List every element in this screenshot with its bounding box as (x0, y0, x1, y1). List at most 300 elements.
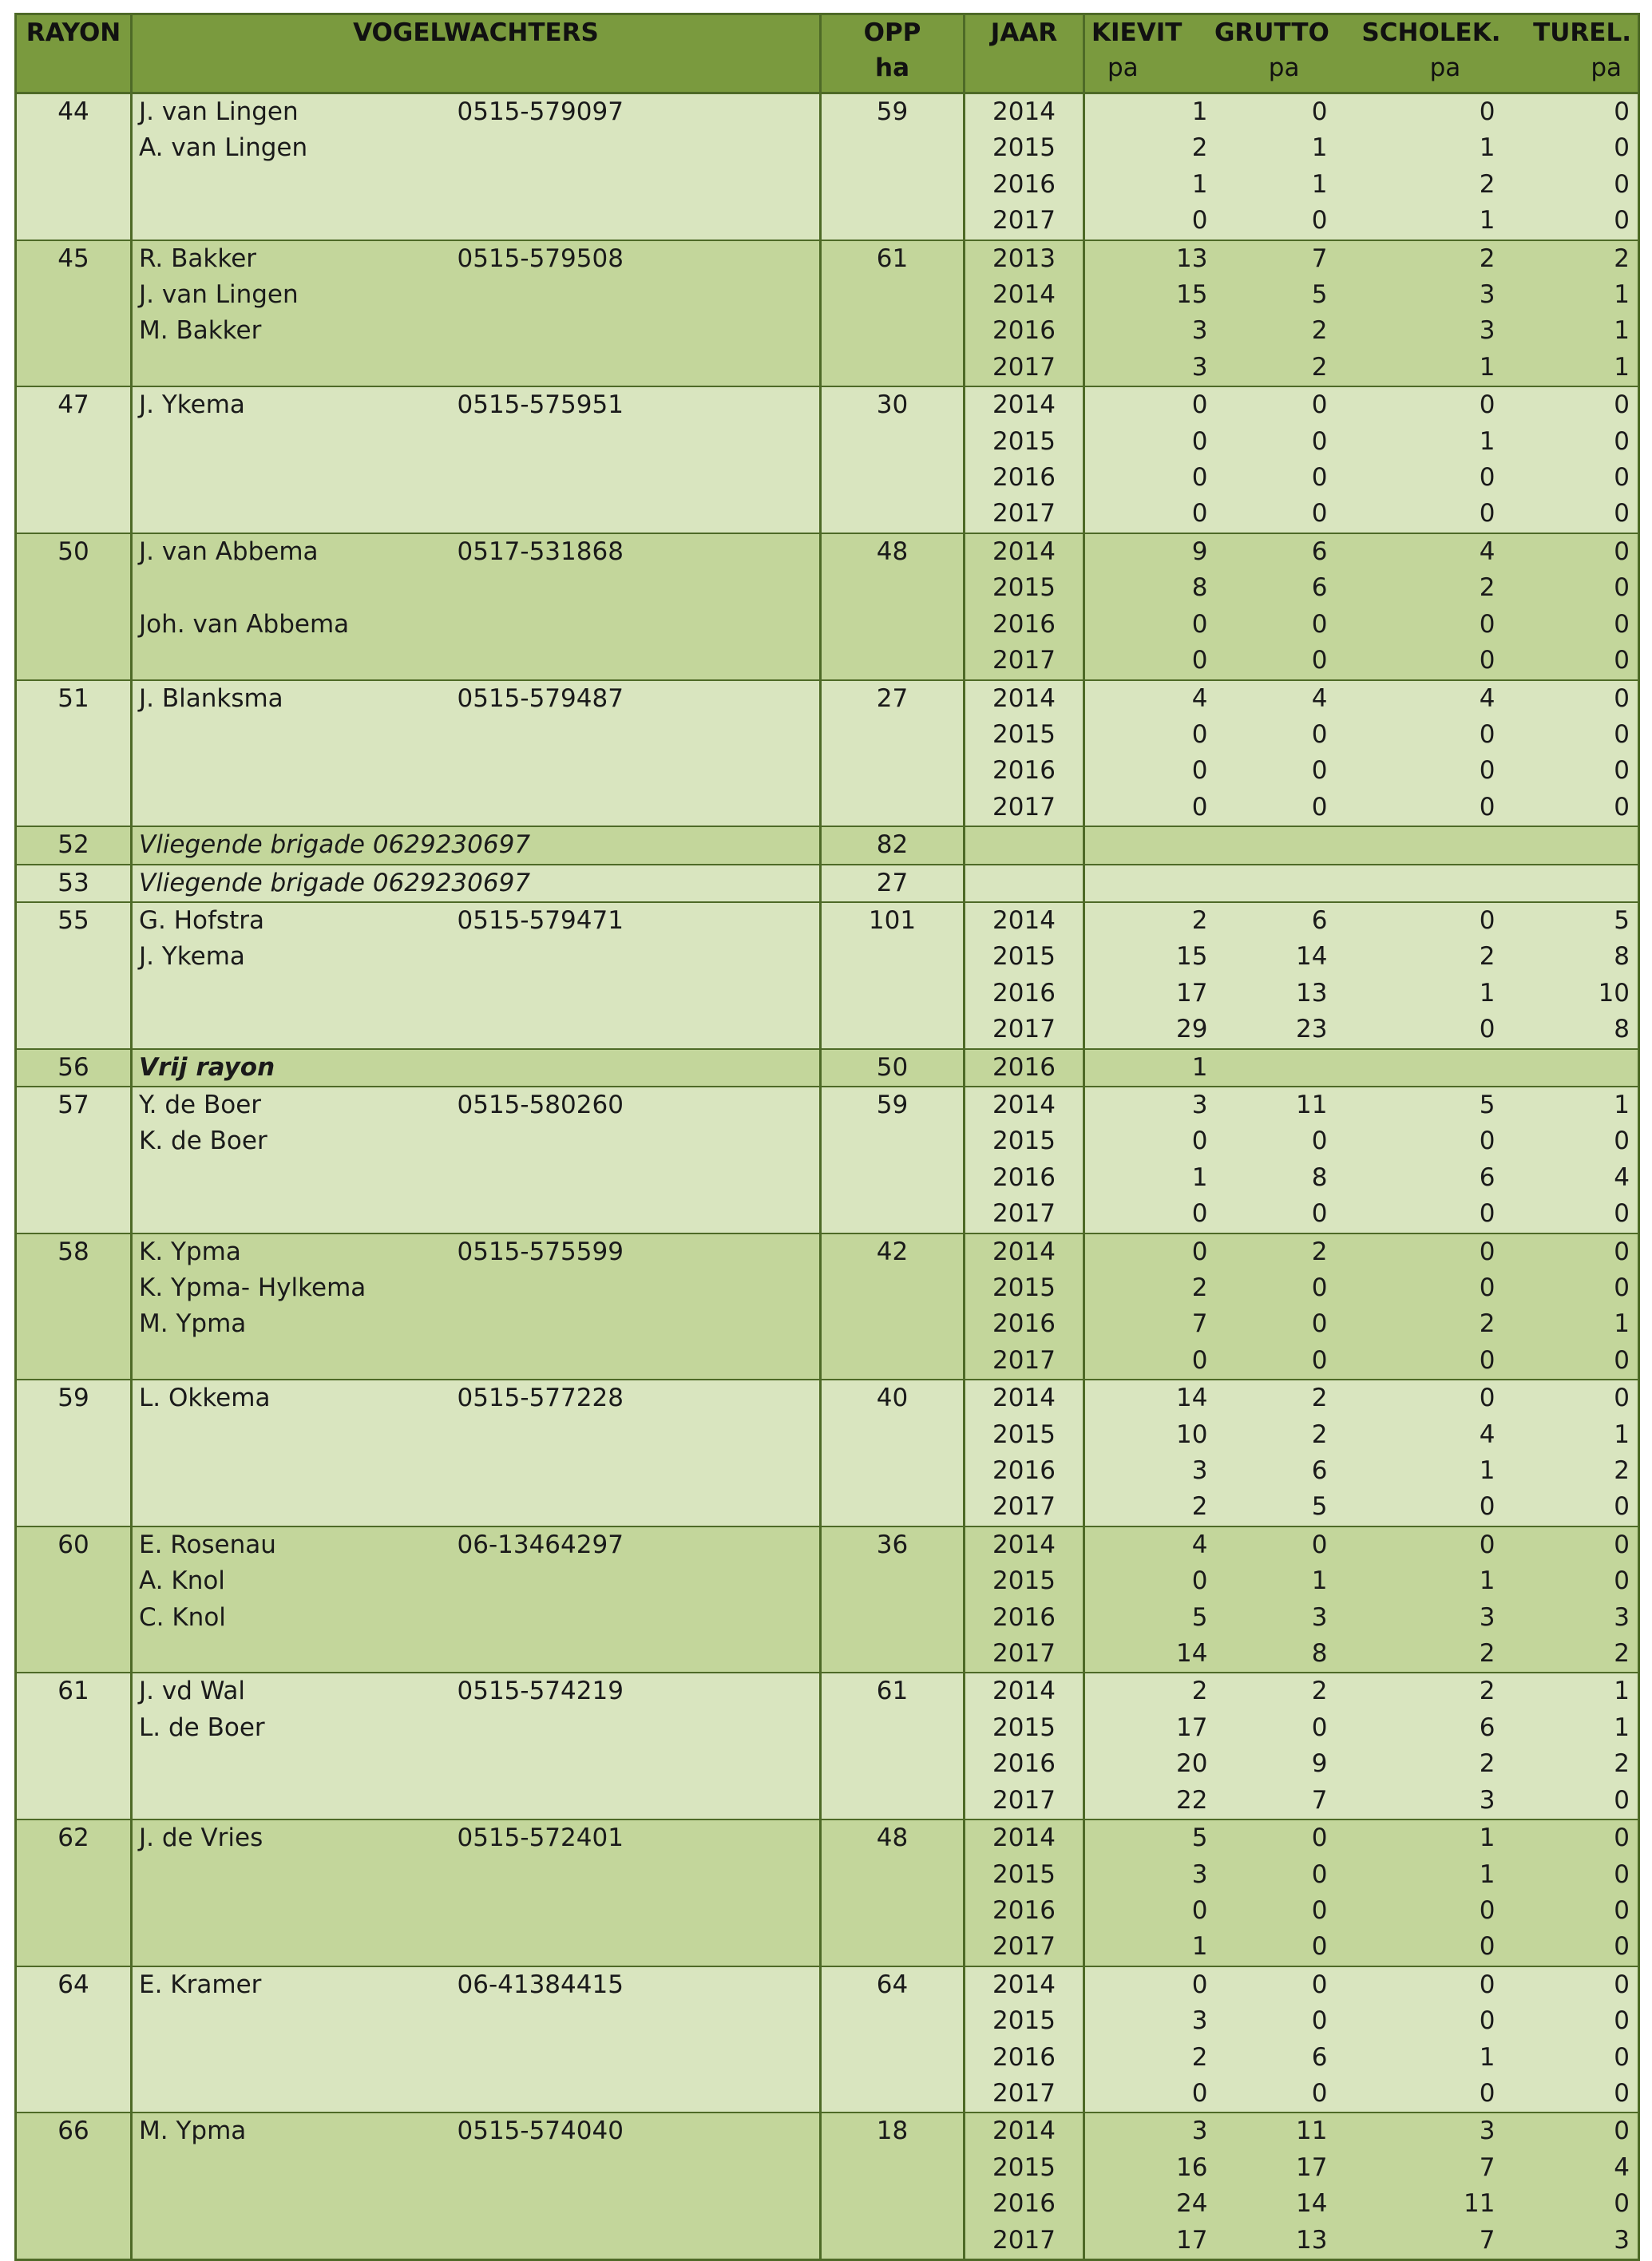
grutto-count-cell: 8 (1216, 1160, 1336, 1196)
scholek-count-cell: 11 (1336, 2186, 1503, 2222)
observer-name-cell: M. Bakker (132, 313, 451, 349)
observer-name-cell: L. de Boer (132, 1710, 451, 1746)
phone-cell (451, 1123, 821, 1159)
turel-count-cell: 0 (1503, 1489, 1639, 1526)
bird-count-table (14, 13, 1640, 2261)
table-row (16, 1380, 1639, 1416)
year-cell: 2017 (965, 1343, 1084, 1380)
kievit-count-cell: 14 (1084, 1636, 1216, 1673)
rayon-cell (16, 1012, 132, 1048)
area-cell (821, 313, 965, 349)
turel-count-cell: 2 (1503, 240, 1639, 277)
kievit-count-cell: 10 (1084, 1417, 1216, 1453)
turel-count-cell: 0 (1503, 570, 1639, 606)
scholek-count-cell: 0 (1336, 1196, 1503, 1233)
kievit-count-cell: 17 (1084, 976, 1216, 1012)
rayon-cell: 57 (16, 1087, 132, 1123)
turel-count-cell (1503, 826, 1639, 864)
observer-name-cell: M. Ypma (132, 2113, 451, 2149)
turel-count-cell: 0 (1503, 533, 1639, 570)
scholek-count-cell: 0 (1336, 93, 1503, 131)
year-cell: 2016 (965, 167, 1084, 203)
observer-name-cell: Vliegende brigade 0629230697 (132, 865, 821, 902)
area-cell: 59 (821, 1087, 965, 1123)
kievit-count-cell: 3 (1084, 313, 1216, 349)
phone-cell (451, 570, 821, 606)
year-cell: 2016 (965, 1453, 1084, 1489)
header-unit-turel: pa (1591, 53, 1622, 82)
scholek-count-cell: 5 (1336, 1087, 1503, 1123)
turel-count-cell: 0 (1503, 717, 1639, 753)
area-cell: 61 (821, 1673, 965, 1709)
area-cell (821, 2223, 965, 2260)
observer-name-cell (132, 2186, 451, 2222)
rayon-cell (16, 167, 132, 203)
rayon-cell (16, 570, 132, 606)
phone-cell (451, 313, 821, 349)
table-row (16, 2076, 1639, 2113)
kievit-count-cell: 0 (1084, 607, 1216, 643)
year-cell: 2015 (965, 1563, 1084, 1599)
kievit-count-cell: 1 (1084, 1929, 1216, 1966)
scholek-count-cell: 0 (1336, 496, 1503, 533)
rayon-cell (16, 1893, 132, 1929)
kievit-count-cell: 1 (1084, 1049, 1216, 1087)
observer-name-cell (132, 1196, 451, 1233)
turel-count-cell: 0 (1503, 2040, 1639, 2076)
rayon-cell: 47 (16, 386, 132, 423)
turel-count-cell: 3 (1503, 2223, 1639, 2260)
header-scholek: SCHOLEK. (1361, 18, 1501, 47)
rayon-cell (16, 717, 132, 753)
table-row (16, 1123, 1639, 1159)
table-row (16, 1746, 1639, 1782)
year-cell: 2016 (965, 753, 1084, 789)
grutto-count-cell: 0 (1216, 1929, 1336, 1966)
turel-count-cell: 0 (1503, 496, 1639, 533)
area-cell (821, 460, 965, 496)
turel-count-cell: 4 (1503, 1160, 1639, 1196)
year-cell: 2014 (965, 1380, 1084, 1416)
table-row (16, 386, 1639, 423)
kievit-count-cell: 29 (1084, 1012, 1216, 1048)
table-row (16, 570, 1639, 606)
kievit-count-cell: 2 (1084, 1673, 1216, 1709)
rayon-group-64 (16, 1966, 1639, 2113)
table-row (16, 1929, 1639, 1966)
year-cell: 2016 (965, 2186, 1084, 2222)
rayon-cell (16, 1270, 132, 1306)
area-cell (821, 1270, 965, 1306)
kievit-count-cell: 0 (1084, 643, 1216, 679)
year-cell: 2017 (965, 1489, 1084, 1526)
scholek-count-cell: 1 (1336, 2040, 1503, 2076)
grutto-count-cell: 0 (1216, 790, 1336, 826)
year-cell: 2014 (965, 93, 1084, 131)
observer-name-cell: Joh. van Abbema (132, 607, 451, 643)
observer-name-cell: K. Ypma- Hylkema (132, 1270, 451, 1306)
year-cell: 2016 (965, 1893, 1084, 1929)
year-cell: 2014 (965, 1673, 1084, 1709)
phone-cell: 0515-574219 (451, 1673, 821, 1709)
rayon-cell (16, 976, 132, 1012)
scholek-count-cell: 0 (1336, 1123, 1503, 1159)
area-cell (821, 2186, 965, 2222)
observer-name-cell (132, 790, 451, 826)
grutto-count-cell: 0 (1216, 93, 1336, 131)
turel-count-cell: 0 (1503, 203, 1639, 240)
turel-count-cell: 0 (1503, 1966, 1639, 2003)
grutto-count-cell: 13 (1216, 976, 1336, 1012)
observer-name-cell (132, 1453, 451, 1489)
kievit-count-cell: 1 (1084, 167, 1216, 203)
kievit-count-cell: 16 (1084, 2150, 1216, 2186)
phone-cell (451, 130, 821, 166)
year-cell: 2017 (965, 790, 1084, 826)
rayon-cell: 44 (16, 93, 132, 131)
area-cell (821, 1196, 965, 1233)
turel-count-cell: 0 (1503, 1929, 1639, 1966)
table-row (16, 1233, 1639, 1270)
table-row (16, 939, 1639, 975)
area-cell (821, 1636, 965, 1673)
grutto-count-cell: 0 (1216, 643, 1336, 679)
phone-cell (451, 496, 821, 533)
grutto-count-cell: 8 (1216, 1636, 1336, 1673)
kievit-count-cell (1084, 865, 1216, 902)
phone-cell (451, 753, 821, 789)
phone-cell (451, 167, 821, 203)
phone-cell (451, 1196, 821, 1233)
area-cell: 48 (821, 533, 965, 570)
year-cell: 2013 (965, 240, 1084, 277)
area-cell (821, 1343, 965, 1380)
bird-count-table-wrapper (14, 13, 1638, 2261)
year-cell: 2017 (965, 496, 1084, 533)
observer-name-cell: K. Ypma (132, 1233, 451, 1270)
observer-name-cell: C. Knol (132, 1600, 451, 1636)
phone-cell (451, 1710, 821, 1746)
grutto-count-cell: 11 (1216, 1087, 1336, 1123)
rayon-cell (16, 2223, 132, 2260)
area-cell (821, 1783, 965, 1819)
rayon-group-50 (16, 533, 1639, 680)
table-row (16, 826, 1639, 864)
grutto-count-cell: 1 (1216, 167, 1336, 203)
scholek-count-cell: 0 (1336, 607, 1503, 643)
area-cell (821, 424, 965, 460)
table-row (16, 2113, 1639, 2149)
table-row (16, 1710, 1639, 1746)
phone-cell (451, 460, 821, 496)
kievit-count-cell: 0 (1084, 496, 1216, 533)
phone-cell (451, 1600, 821, 1636)
table-row (16, 1636, 1639, 1673)
grutto-count-cell: 0 (1216, 1893, 1336, 1929)
scholek-count-cell: 0 (1336, 1966, 1503, 2003)
turel-count-cell: 1 (1503, 1306, 1639, 1342)
kievit-count-cell: 3 (1084, 350, 1216, 386)
observer-name-cell: A. Knol (132, 1563, 451, 1599)
grutto-count-cell: 0 (1216, 460, 1336, 496)
rayon-cell (16, 2150, 132, 2186)
grutto-count-cell: 0 (1216, 1710, 1336, 1746)
area-cell (821, 939, 965, 975)
area-cell (821, 1453, 965, 1489)
year-cell (965, 826, 1084, 864)
rayon-cell (16, 1489, 132, 1526)
observer-name-cell: J. de Vries (132, 1819, 451, 1856)
rayon-cell (16, 1929, 132, 1966)
phone-cell: 0515-574040 (451, 2113, 821, 2149)
rayon-cell (16, 2003, 132, 2039)
turel-count-cell: 0 (1503, 386, 1639, 423)
table-row (16, 2003, 1639, 2039)
turel-count-cell: 0 (1503, 1270, 1639, 1306)
rayon-cell: 51 (16, 680, 132, 717)
observer-name-cell (132, 1746, 451, 1782)
area-cell (821, 1893, 965, 1929)
year-cell: 2017 (965, 1636, 1084, 1673)
turel-count-cell: 1 (1503, 277, 1639, 313)
grutto-count-cell: 0 (1216, 1819, 1336, 1856)
table-row (16, 1489, 1639, 1526)
kievit-count-cell: 2 (1084, 1489, 1216, 1526)
turel-count-cell: 0 (1503, 1233, 1639, 1270)
grutto-count-cell: 2 (1216, 1673, 1336, 1709)
grutto-count-cell: 0 (1216, 1196, 1336, 1233)
grutto-count-cell: 1 (1216, 130, 1336, 166)
observer-name-cell: J. van Abbema (132, 533, 451, 570)
table-row (16, 460, 1639, 496)
area-cell: 30 (821, 386, 965, 423)
observer-name-cell: J. Ykema (132, 939, 451, 975)
kievit-count-cell: 0 (1084, 424, 1216, 460)
scholek-count-cell: 3 (1336, 1783, 1503, 1819)
turel-count-cell: 0 (1503, 1893, 1639, 1929)
scholek-count-cell: 7 (1336, 2223, 1503, 2260)
area-cell: 27 (821, 865, 965, 902)
rayon-cell (16, 939, 132, 975)
table-row (16, 203, 1639, 240)
year-cell: 2014 (965, 680, 1084, 717)
table-row (16, 2186, 1639, 2222)
kievit-count-cell: 7 (1084, 1306, 1216, 1342)
rayon-cell (16, 496, 132, 533)
observer-name-cell: R. Bakker (132, 240, 451, 277)
observer-name-cell (132, 2076, 451, 2113)
phone-cell: 0515-572401 (451, 1819, 821, 1856)
grutto-count-cell: 11 (1216, 2113, 1336, 2149)
year-cell: 2014 (965, 1819, 1084, 1856)
observer-name-cell (132, 1929, 451, 1966)
grutto-count-cell: 0 (1216, 386, 1336, 423)
kievit-count-cell: 2 (1084, 130, 1216, 166)
scholek-count-cell: 2 (1336, 1306, 1503, 1342)
kievit-count-cell: 0 (1084, 1893, 1216, 1929)
observer-name-cell: A. van Lingen (132, 130, 451, 166)
phone-cell (451, 1306, 821, 1342)
header-rayon: RAYON (16, 14, 132, 93)
scholek-count-cell: 3 (1336, 1600, 1503, 1636)
grutto-count-cell: 6 (1216, 533, 1336, 570)
table-row (16, 2040, 1639, 2076)
kievit-count-cell: 5 (1084, 1819, 1216, 1856)
rayon-cell (16, 1343, 132, 1380)
kievit-count-cell: 14 (1084, 1380, 1216, 1416)
turel-count-cell: 5 (1503, 902, 1639, 939)
year-cell: 2015 (965, 424, 1084, 460)
header-vogelwachters: VOGELWACHTERS (132, 14, 821, 93)
scholek-count-cell: 0 (1336, 717, 1503, 753)
rayon-cell (16, 2040, 132, 2076)
grutto-count-cell (1216, 865, 1336, 902)
grutto-count-cell: 0 (1216, 753, 1336, 789)
scholek-count-cell: 1 (1336, 350, 1503, 386)
observer-name-cell (132, 570, 451, 606)
phone-cell (451, 2003, 821, 2039)
area-cell (821, 1929, 965, 1966)
kievit-count-cell: 4 (1084, 680, 1216, 717)
area-cell (821, 1123, 965, 1159)
scholek-count-cell: 0 (1336, 902, 1503, 939)
observer-name-cell (132, 753, 451, 789)
area-cell: 36 (821, 1526, 965, 1563)
area-cell (821, 2003, 965, 2039)
turel-count-cell: 0 (1503, 1196, 1639, 1233)
rayon-group-44 (16, 93, 1639, 240)
area-cell (821, 1710, 965, 1746)
scholek-count-cell: 4 (1336, 1417, 1503, 1453)
year-cell: 2016 (965, 607, 1084, 643)
area-cell: 64 (821, 1966, 965, 2003)
observer-name-cell: M. Ypma (132, 1306, 451, 1342)
phone-cell (451, 277, 821, 313)
observer-name-cell (132, 460, 451, 496)
rayon-cell (16, 277, 132, 313)
rayon-cell (16, 2076, 132, 2113)
grutto-count-cell: 6 (1216, 1453, 1336, 1489)
scholek-count-cell: 3 (1336, 277, 1503, 313)
phone-cell (451, 976, 821, 1012)
scholek-count-cell: 0 (1336, 2076, 1503, 2113)
phone-cell (451, 1270, 821, 1306)
kievit-count-cell: 17 (1084, 1710, 1216, 1746)
scholek-count-cell (1336, 865, 1503, 902)
table-row (16, 277, 1639, 313)
kievit-count-cell: 5 (1084, 1600, 1216, 1636)
observer-name-cell (132, 976, 451, 1012)
turel-count-cell: 0 (1503, 607, 1639, 643)
observer-name-cell: J. vd Wal (132, 1673, 451, 1709)
turel-count-cell: 8 (1503, 939, 1639, 975)
scholek-count-cell: 4 (1336, 533, 1503, 570)
area-cell: 48 (821, 1819, 965, 1856)
area-cell (821, 1563, 965, 1599)
turel-count-cell: 0 (1503, 2113, 1639, 2149)
rayon-cell (16, 313, 132, 349)
observer-name-cell: K. de Boer (132, 1123, 451, 1159)
year-cell: 2015 (965, 570, 1084, 606)
table-row (16, 607, 1639, 643)
rayon-cell (16, 1600, 132, 1636)
kievit-count-cell: 0 (1084, 1123, 1216, 1159)
kievit-count-cell: 2 (1084, 1270, 1216, 1306)
kievit-count-cell: 15 (1084, 939, 1216, 975)
year-cell: 2016 (965, 1049, 1084, 1087)
turel-count-cell: 0 (1503, 130, 1639, 166)
grutto-count-cell: 5 (1216, 1489, 1336, 1526)
table-row (16, 1306, 1639, 1342)
phone-cell: 0515-577228 (451, 1380, 821, 1416)
kievit-count-cell: 1 (1084, 1160, 1216, 1196)
kievit-count-cell: 0 (1084, 386, 1216, 423)
year-cell: 2014 (965, 386, 1084, 423)
rayon-cell: 64 (16, 1966, 132, 2003)
table-row (16, 1819, 1639, 1856)
year-cell (965, 865, 1084, 902)
area-cell: 82 (821, 826, 965, 864)
scholek-count-cell: 0 (1336, 386, 1503, 423)
year-cell: 2016 (965, 1160, 1084, 1196)
grutto-count-cell: 5 (1216, 277, 1336, 313)
grutto-count-cell: 0 (1216, 496, 1336, 533)
area-cell (821, 1160, 965, 1196)
grutto-count-cell: 0 (1216, 424, 1336, 460)
phone-cell (451, 2186, 821, 2222)
turel-count-cell (1503, 1049, 1639, 1087)
rayon-group-66 (16, 2113, 1639, 2259)
table-row (16, 1600, 1639, 1636)
table-row (16, 753, 1639, 789)
scholek-count-cell: 0 (1336, 1380, 1503, 1416)
rayon-group-55 (16, 902, 1639, 1049)
table-row (16, 1343, 1639, 1380)
observer-name-cell: Vrij rayon (132, 1049, 821, 1087)
observer-name-cell (132, 203, 451, 240)
area-cell (821, 167, 965, 203)
table-row (16, 1049, 1639, 1087)
year-cell: 2015 (965, 717, 1084, 753)
year-cell: 2016 (965, 1306, 1084, 1342)
area-cell (821, 1489, 965, 1526)
turel-count-cell: 2 (1503, 1453, 1639, 1489)
grutto-count-cell: 0 (1216, 2003, 1336, 2039)
area-cell (821, 130, 965, 166)
scholek-count-cell: 0 (1336, 1489, 1503, 1526)
turel-count-cell: 1 (1503, 1710, 1639, 1746)
scholek-count-cell: 0 (1336, 1893, 1503, 1929)
area-cell (821, 2076, 965, 2113)
phone-cell (451, 643, 821, 679)
area-cell: 42 (821, 1233, 965, 1270)
turel-count-cell: 2 (1503, 1636, 1639, 1673)
rayon-cell (16, 424, 132, 460)
header-jaar: JAAR (965, 14, 1084, 93)
table-row (16, 93, 1639, 131)
turel-count-cell: 1 (1503, 1087, 1639, 1123)
turel-count-cell: 0 (1503, 1343, 1639, 1380)
scholek-count-cell: 4 (1336, 680, 1503, 717)
year-cell: 2015 (965, 1710, 1084, 1746)
grutto-count-cell: 0 (1216, 203, 1336, 240)
grutto-count-cell (1216, 826, 1336, 864)
phone-cell (451, 1563, 821, 1599)
kievit-count-cell: 0 (1084, 460, 1216, 496)
grutto-count-cell: 6 (1216, 570, 1336, 606)
year-cell: 2014 (965, 533, 1084, 570)
scholek-count-cell: 2 (1336, 1746, 1503, 1782)
